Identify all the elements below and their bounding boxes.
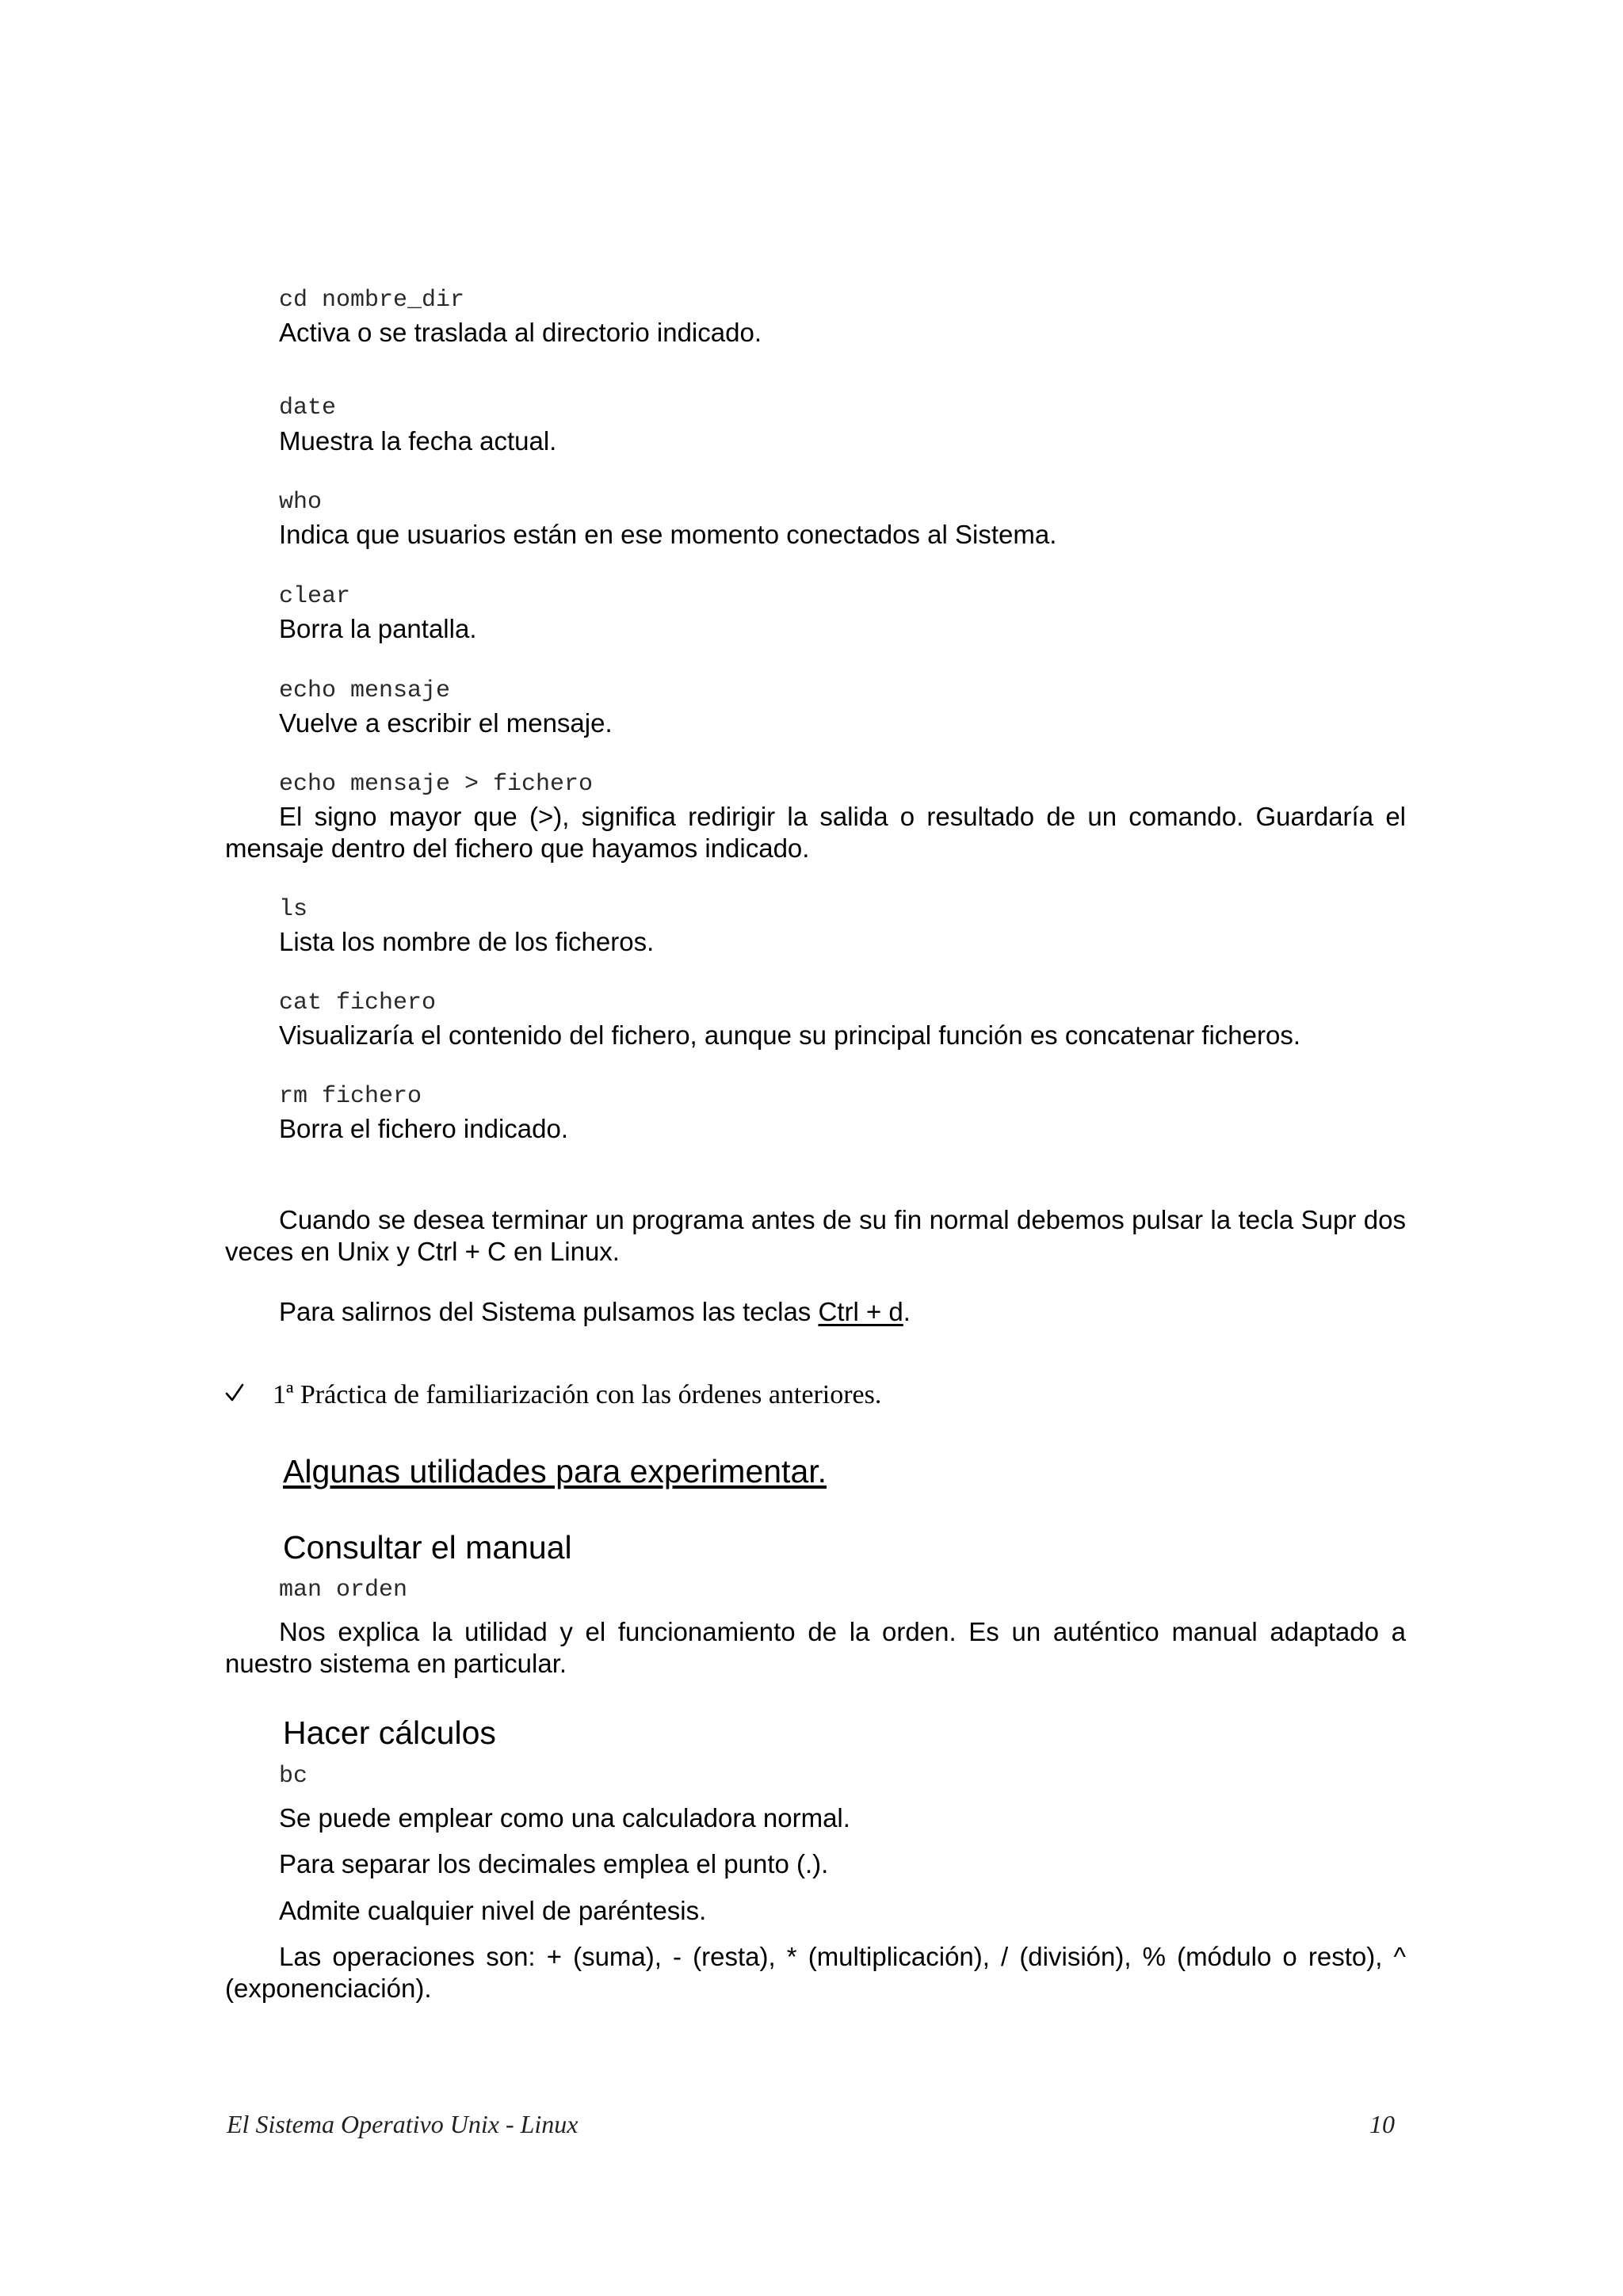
command-echo: echo mensaje	[279, 677, 451, 704]
page-number: 10	[1369, 2110, 1395, 2138]
command-who: who	[279, 489, 323, 516]
command-man: man orden	[279, 1577, 408, 1604]
description-echo-redirect: El signo mayor que (>), significa redirigir la salida o resultado de un comando. Guardaría el mensaje dentro del fichero que hayamos indicado.	[225, 802, 1406, 863]
practice-item: 1ª Práctica de familiarización con las órdenes anteriores.	[225, 1380, 881, 1410]
command-rm: rm fichero	[279, 1083, 422, 1110]
description-date: Muestra la fecha actual.	[279, 426, 557, 456]
command-bc: bc	[279, 1763, 308, 1790]
calculos-line: Se puede emplear como una calculadora normal.	[279, 1803, 850, 1833]
description-cat: Visualizaría el contenido del fichero, aunque su principal función es concatenar ficheros.	[279, 1020, 1301, 1050]
paragraph-salir-sistema: Para salirnos del Sistema pulsamos las teclas Ctrl + d.	[279, 1297, 911, 1326]
command-clear: clear	[279, 583, 351, 610]
description-echo: Vuelve a escribir el mensaje.	[279, 708, 613, 738]
command-cd: cd nombre_dir	[279, 287, 465, 314]
description-clear: Borra la pantalla.	[279, 614, 477, 643]
subheading-consultar-manual: Consultar el manual	[283, 1529, 572, 1566]
footer-title: El Sistema Operativo Unix - Linux	[227, 2110, 579, 2138]
command-date: date	[279, 395, 337, 421]
section-heading-utilidades: Algunas utilidades para experimentar.	[283, 1453, 827, 1489]
description-cd: Activa o se traslada al directorio indicado.	[279, 318, 762, 347]
subheading-hacer-calculos: Hacer cálculos	[283, 1714, 496, 1751]
description-man: Nos explica la utilidad y el funcionamiento de la orden. Es un auténtico manual adaptado a nuestro sistema en particular.	[225, 1617, 1406, 1678]
shortcut-ctrl-d: Ctrl + d	[818, 1297, 903, 1326]
description-rm: Borra el fichero indicado.	[279, 1114, 569, 1143]
paragraph-operaciones: Las operaciones son: + (suma), - (resta), * (multiplicación), / (división), % (módulo o resto), ^ (exponenciación).	[225, 1942, 1406, 2003]
command-ls: ls	[279, 896, 308, 923]
calculos-line: Para separar los decimales emplea el punto (.).	[279, 1849, 829, 1878]
calculos-line: Admite cualquier nivel de paréntesis.	[279, 1896, 707, 1925]
description-who: Indica que usuarios están en ese momento conectados al Sistema.	[279, 520, 1057, 549]
checkmark-icon	[225, 1380, 273, 1410]
paragraph-terminar-programa: Cuando se desea terminar un programa antes de su fin normal debemos pulsar la tecla Supr dos veces en Unix y Ctrl + C en Linux.	[225, 1205, 1406, 1266]
description-ls: Lista los nombre de los ficheros.	[279, 927, 655, 956]
command-echo-redirect: echo mensaje > fichero	[279, 771, 594, 798]
command-cat: cat fichero	[279, 990, 437, 1016]
